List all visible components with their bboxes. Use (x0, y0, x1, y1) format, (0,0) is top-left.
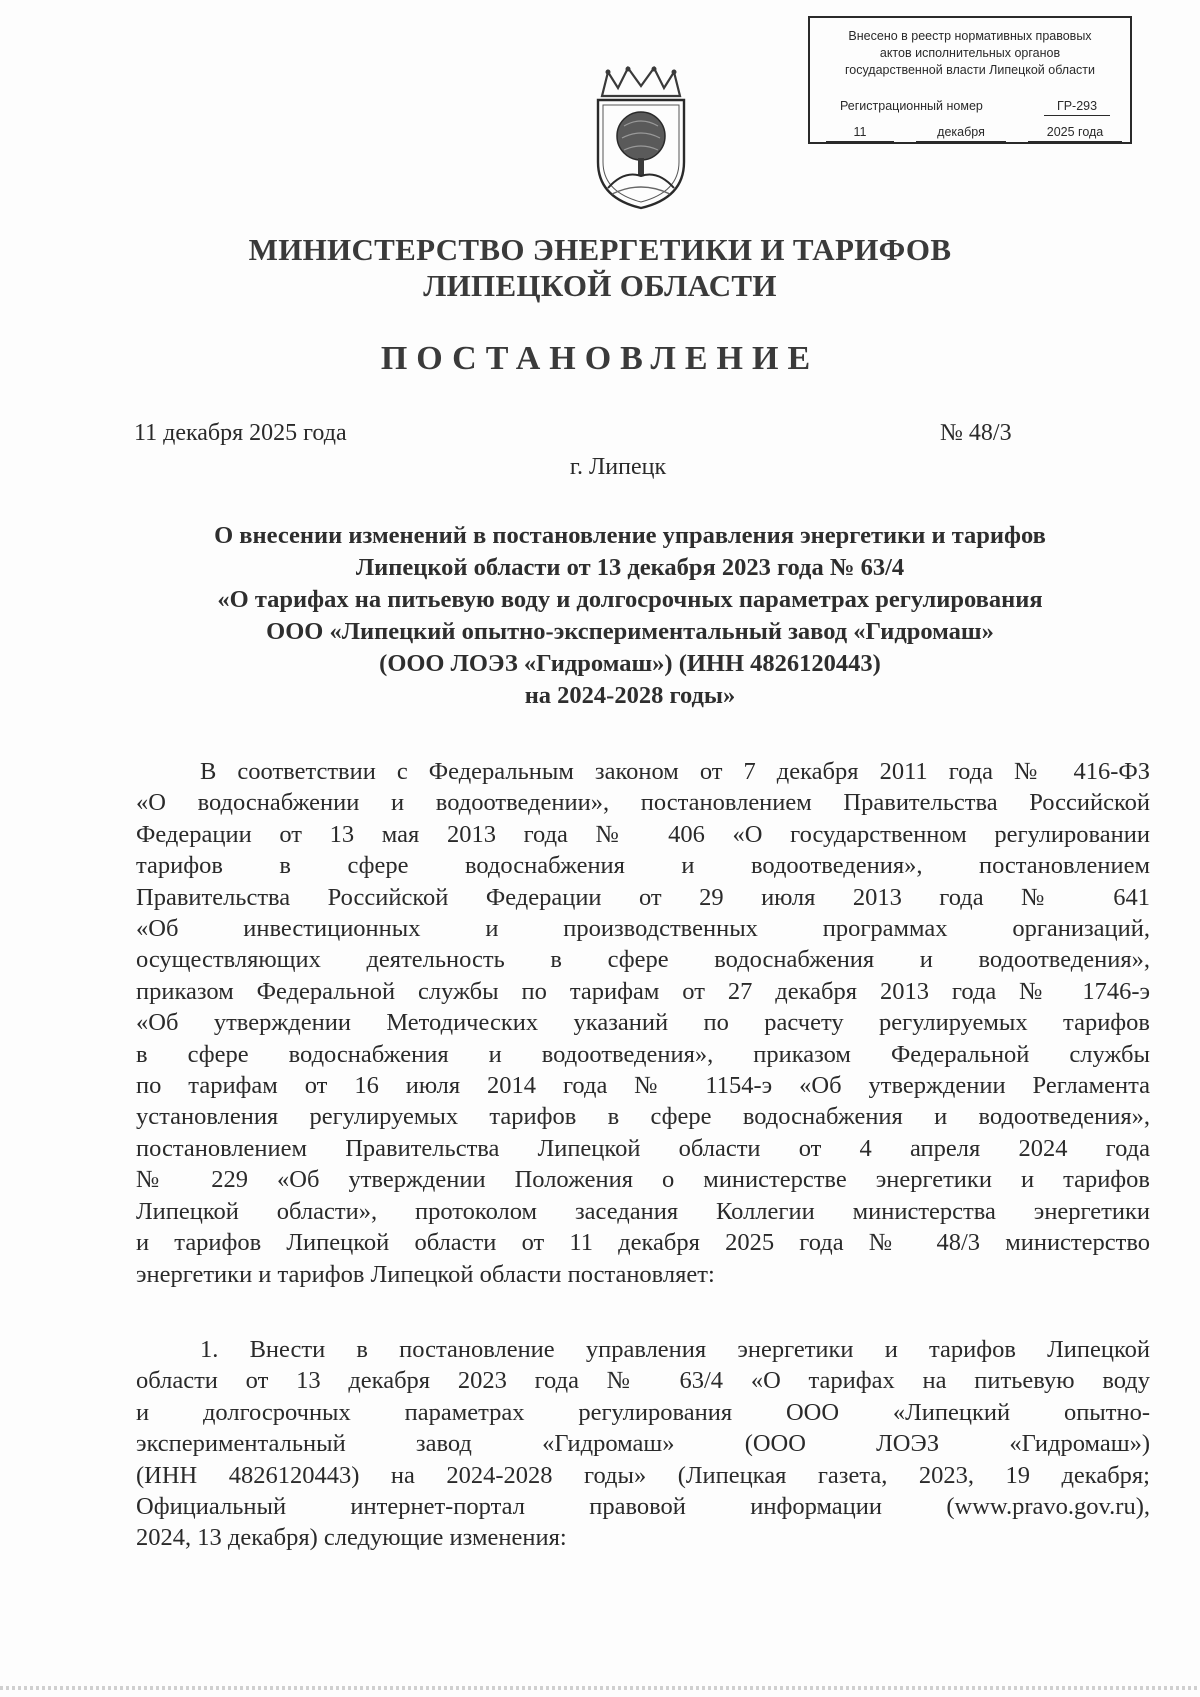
paragraph-line: энергетики и тарифов Липецкой области постановляет: (136, 1260, 715, 1288)
preamble-paragraph (136, 756, 1150, 1290)
paragraph-line: и долгосрочных параметрах регулирования ООО «Липецкий опытно- (136, 1398, 1150, 1426)
registry-line-3: государственной власти Липецкой области (844, 63, 1096, 77)
paragraph-line: осуществляющих деятельность в сфере водоснабжения и водоотведения», (136, 946, 1150, 974)
paragraph-line: «О водоснабжении и водоотведении», постановлением Правительства Российской (136, 789, 1150, 817)
subject-line: О внесении изменений в постановление управления энергетики и тарифов (214, 522, 1046, 549)
registry-day: 11 (826, 124, 894, 142)
registry-number-row (840, 98, 1110, 116)
registry-number: ГР-293 (1044, 98, 1110, 116)
scan-edge (0, 1686, 1200, 1690)
item-1-paragraph (136, 1334, 1150, 1554)
paragraph-line: экспериментальный завод «Гидромаш» (ООО ЛОЭЗ «Гидромаш») (136, 1430, 1150, 1458)
paragraph-line: приказом Федеральной службы по тарифам от 27 декабря 2013 года № 1746-э (136, 977, 1150, 1005)
paragraph-line: постановлением Правительства Липецкой области от 4 апреля 2024 года (136, 1134, 1150, 1162)
document-number: № 48/3 (940, 420, 1012, 446)
document-city: г. Липецк (569, 454, 667, 480)
subject-line: Липецкой области от 13 декабря 2023 года № 63/4 (355, 554, 905, 581)
registry-number-label: Регистрационный номер (840, 99, 983, 113)
registry-month: декабря (916, 124, 1006, 142)
ministry-name-line-2: ЛИПЕЦКОЙ ОБЛАСТИ (423, 268, 777, 303)
subject-line: (ООО ЛОЭЗ «Гидромаш») (ИНН 4826120443) (379, 650, 881, 677)
registry-stamp (808, 16, 1132, 144)
paragraph-line: в сфере водоснабжения и водоотведения», приказом Федеральной службы (136, 1040, 1150, 1068)
paragraph-line: В соответствии с Федеральным законом от 7 декабря 2011 года № 416-ФЗ (200, 758, 1150, 785)
lipetsk-coat-of-arms-icon (594, 66, 688, 212)
paragraph-line: Правительства Российской Федерации от 29 июля 2013 года № 641 (136, 883, 1150, 911)
paragraph-line: Официальный интернет-портал правовой информации (www.pravo.gov.ru), (136, 1493, 1150, 1521)
paragraph-line: области от 13 декабря 2023 года № 63/4 «О тарифах на питьевую воду (136, 1367, 1150, 1395)
paragraph-line: установления регулируемых тарифов в сфере водоснабжения и водоотведения», (136, 1103, 1150, 1131)
subject-line: на 2024-2028 годы» (524, 682, 736, 709)
paragraph-line: «Об инвестиционных и производственных программах организаций, (136, 915, 1150, 943)
paragraph-line: № 229 «Об утверждении Положения о министерстве энергетики и тарифов (136, 1166, 1150, 1194)
paragraph-line: 2024, 13 декабря) следующие изменения: (136, 1524, 567, 1552)
paragraph-line: Федерации от 13 мая 2013 года № 406 «О государственном регулировании (136, 820, 1150, 848)
registry-date-row (826, 124, 1122, 142)
ministry-name-line-1: МИНИСТЕРСТВО ЭНЕРГЕТИКИ И ТАРИФОВ (248, 232, 952, 267)
paragraph-line: Липецкой области», протоколом заседания Коллегии министерства энергетики (136, 1197, 1150, 1225)
registry-line-1: Внесено в реестр нормативных правовых (848, 29, 1092, 43)
document-subject (120, 520, 1140, 712)
paragraph-line: и тарифов Липецкой области от 11 декабря 2025 года № 48/3 министерство (136, 1229, 1150, 1257)
registry-year: 2025 года (1028, 124, 1122, 142)
subject-line: ООО «Липецкий опытно-экспериментальный завод «Гидромаш» (266, 618, 994, 645)
registry-line-2: актов исполнительных органов (879, 46, 1061, 60)
document-date: 11 декабря 2025 года (134, 420, 347, 446)
paragraph-line: «Об утверждении Методических указаний по расчету регулируемых тарифов (136, 1009, 1150, 1037)
paragraph-line: тарифов в сфере водоснабжения и водоотведения», постановлением (136, 852, 1150, 880)
paragraph-line: по тарифам от 16 июля 2014 года № 1154-э «Об утверждении Регламента (136, 1072, 1150, 1100)
subject-line: «О тарифах на питьевую воду и долгосрочных параметрах регулирования (217, 586, 1043, 613)
document-type: ПОСТАНОВЛЕНИЕ (380, 340, 820, 377)
paragraph-line: (ИНН 4826120443) на 2024-2028 годы» (Липецкая газета, 2023, 19 декабря; (136, 1461, 1150, 1489)
paragraph-line: 1. Внести в постановление управления энергетики и тарифов Липецкой (200, 1336, 1150, 1363)
